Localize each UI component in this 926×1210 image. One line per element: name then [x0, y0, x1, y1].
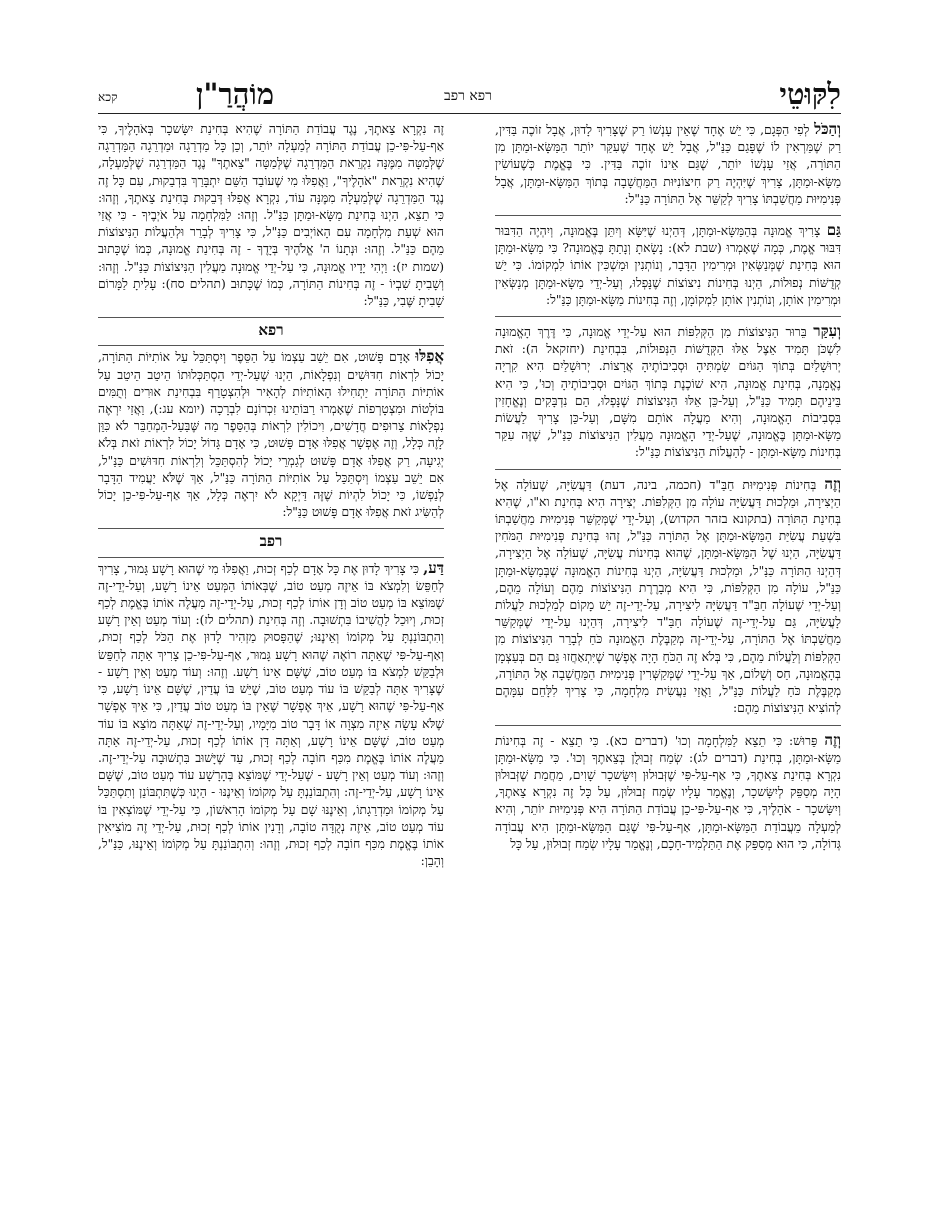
paragraph-lead-word: וְעִקַּר: [813, 322, 841, 341]
paragraph-lead-word: דַּע,: [423, 558, 444, 577]
paragraph-divider: [495, 316, 841, 317]
paragraph-text: בֵּרוּר הַנִּיצוֹצוֹת מִן הַקְּלִפּוֹת הוּא עַל-יְדֵי אֱמוּנָה, כִּי דֶּרֶךְ הָאֱמוּנָה לִשְׁכֹּן תָּמִיד אֵצֶל אֵלּוּ הַקְּדֻשּׁוֹת הַנְּפוּלוֹת, בִּבְחִינַת (יחזקאל ה): זֹאת יְרוּשָׁלַיִם בְּתוֹךְ הַגּוֹיִם שַׂמְתִּיהָ וּסְבִיבוֹתֶיהָ אֲרָצוֹת. יְרוּשָׁלַיִם הִיא קִרְיָה נֶאֱמָנָה, בְּחִינַת אֱמוּנָה, הִיא שׁוֹכֶנֶת בְּתוֹךְ הַגּוֹיִם וּסְבִיבוֹתֶיהָ וְכוּ', כִּי הִיא בֵּינֵיהֶם תָּמִיד כַּנַּ"ל, וְעַל-כֵּן אֵלּוּ הַנִּיצוֹצוֹת שֶׁנָּפְלוּ, הֵם נִדְבָּקִים וְנֶאֱחָזִין בִּסְבִיבוֹת הָאֱמוּנָה, וְהִיא מַעֲלָה אוֹתָם מִשָּׁם, וְעַל-כֵּן צָרִיךְ לַעֲשׂוֹת מַשָּׂא-וּמַתָּן בֶּאֱמוּנָה, שֶׁעַל-יְדֵי הָאֱמוּנָה מַעֲלִין הַנִּיצוֹצוֹת כַּנַּ"ל, שֶׁזֶּה עִקַּר בְּחִינוֹת מַשָּׂא-וּמַתָּן - לְהַעֲלוֹת הַנִּיצוֹצוֹת כַּנַּ"ל:: [495, 325, 841, 460]
right-column: [495, 121, 841, 1161]
paragraph: [495, 732, 841, 853]
paragraph-text: לְפִי הַפְּגָם, כִּי יֵשׁ אֶחָד שֶׁאֵין עָנְשׁוֹ רַק שֶׁצָּרִיךְ לָדוּן, אֲבָל זוֹכֶה בַּדִּין, רַק שֶׁמַּרְאִין לוֹ שֶׁפָּגַם כַּנַּ"ל, אֲבָל יֵשׁ אֶחָד שֶׁעִקַּר יוֹתֵר הַמַּשָּׂא-וּמַתָּן מִן הַתּוֹרָה, אֲזַי עָנְשׁוֹ יוֹתֵר, שֶׁגַּם אֵינוֹ זוֹכֶה בַּדִּין. כִּי בֶּאֱמֶת כְּשֶׁעוֹשִׂין מַשָּׂא-וּמַתָּן, צָרִיךְ שֶׁיִּהְיֶה רַק חִיצוֹנִיּוּת הַמַּחֲשָׁבָה בְּתוֹךְ הַמַּשָּׂא-וּמַתָּן, אֲבָל פְּנִימִיּוּת מַחֲשַׁבְתּוֹ צָרִיךְ לְקַשֵּׁר אֶל הַתּוֹרָה כַּנַּ"ל:: [495, 123, 841, 206]
paragraph-lead-word: אֲפִלּוּ: [415, 347, 444, 366]
section-divider: [98, 317, 444, 318]
paragraph-lead-word: וְהַכֹּל: [814, 121, 841, 138]
page-header: [98, 78, 841, 112]
running-head: רפא רפב: [443, 88, 493, 104]
paragraph-divider: [495, 215, 841, 216]
book-title-second-half: מוֹהֲרַ"ן: [196, 77, 275, 111]
paragraph: [495, 323, 841, 462]
section-heading-282: רפב: [259, 532, 283, 551]
paragraph-lead-word: וְזֶה: [824, 474, 841, 493]
section-divider: [98, 345, 444, 346]
paragraph-divider: [495, 469, 841, 470]
section-divider: [98, 528, 444, 529]
paragraph-lead-word: גַּם: [826, 221, 841, 240]
paragraph-text: כִּי צָרִיךְ לָדוּן אֶת כָּל אָדָם לְכַף זְכוּת, וַאֲפִלּוּ מִי שֶׁהוּא רָשָׁע גָּמוּר, צָרִיךְ לְחַפֵּשׂ וְלִמְצֹא בּוֹ אֵיזֶה מְעַט טוֹב, שֶׁבְּאוֹתוֹ הַמְּעַט אֵינוֹ רָשָׁע, וְעַל-יְדֵי-זֶה שֶׁמּוֹצֵא בּוֹ מְעַט טוֹב וְדָן אוֹתוֹ לְכַף זְכוּת, עַל-יְדֵי-זֶה מַעֲלֶה אוֹתוֹ בֶּאֱמֶת לְכַף זְכוּת, וְיוּכַל לַהֲשִׁיבוֹ בִּתְשׁוּבָה. וְזֶה בְּחִינַת (תהלים לז): וְעוֹד מְעַט וְאֵין רָשָׁע וְהִתְבּוֹנַנְתָּ עַל מְקוֹמוֹ וְאֵינֶנּוּ; שֶׁהַפָּסוּק מַזְהִיר לָדוּן אֶת הַכֹּל לְכַף זְכוּת, וְאַף-עַל-פִּי שֶׁאַתָּה רוֹאֶה שֶׁהוּא רָשָׁע גָּמוּר, אַף-עַל-פִּי-כֵן צָרִיךְ אַתָּה לְחַפֵּשׂ וּלְבַקֵּשׁ לִמְצֹא בּוֹ מְעַט טוֹב, שֶׁשָּׁם אֵינוֹ רָשָׁע. וְזֶהוּ: וְעוֹד מְעַט וְאֵין רָשָׁע - שֶׁצָּרִיךְ אַתָּה לְבַקֵּשׁ בּוֹ עוֹד מְעַט טוֹב, שֶׁיֵּשׁ בּוֹ עֲדַיִן, שֶׁשָּׁם אֵינוֹ רָשָׁע, כִּי אַף-עַל-פִּי שֶׁהוּא רָשָׁע, אֵיךְ אֶפְשָׁר שֶׁאֵין בּוֹ מְעַט טוֹב עֲדַיִן, כִּי אֵיךְ אֶפְשָׁר שֶׁלֹּא עָשָׂה אֵיזֶה מִצְוָה אוֹ דָּבָר טוֹב מִיָּמָיו, וְעַל-יְדֵי-זֶה שֶׁאַתָּה מוֹצֵא בּוֹ עוֹד מְעַט טוֹב, שֶׁשָּׁם אֵינוֹ רָשָׁע, וְאַתָּה דָּן אוֹתוֹ לְכַף זְכוּת, עַל-יְדֵי-זֶה אַתָּה מַעֲלֶה אוֹתוֹ בֶּאֱמֶת מִכַּף חוֹבָה לְכַף זְכוּת, עַד שֶׁיָּשׁוּב בִּתְשׁוּבָה עַל-יְדֵי-זֶה. וְזֶהוּ: וְעוֹד מְעַט וְאֵין רָשָׁע - שֶׁעַל-יְדֵי שֶׁמּוֹצֵא בְּהָרָשָׁע עוֹד מְעַט טוֹב, שֶׁשָּׁם אֵינוֹ רָשָׁע, עַל-יְדֵי-זֶה: וְהִתְבּוֹנַנְתָּ עַל מְקוֹמוֹ וְאֵינֶנּוּ - הַיְנוּ כְּשֶׁתִּתְבּוֹנֵן וְתִסְתַּכֵּל עַל מְקוֹמוֹ וּמַדְרֵגָתוֹ, וְאֵינֶנּוּ שָׁם עַל מְקוֹמוֹ הָרִאשׁוֹן, כִּי עַל-יְדֵי שֶׁמּוֹצְאִין בּוֹ עוֹד מְעַט טוֹב, אֵיזֶה נְקֻדָּה טוֹבָה, וְדָנִין אוֹתוֹ לְכַף זְכוּת, עַל-יְדֵי זֶה מוֹצִיאִין אוֹתוֹ בֶּאֱמֶת מִכַּף חוֹבָה לְכַף זְכוּת, וְזֶהוּ: וְהִתְבּוֹנַנְתָּ עַל מְקוֹמוֹ וְאֵינֶנּוּ, כַּנַּ"ל, וְהָבֵן:: [98, 561, 444, 869]
paragraph: [495, 222, 841, 309]
left-column: [98, 121, 444, 1161]
paragraph-text: צָרִיךְ אֱמוּנָה בְּהַמַּשָּׂא-וּמַתָּן, דְּהַיְנוּ שֶׁיִּשָּׂא וְיִתֵּן בֶּאֱמוּנָה, וְיִהְיֶה הַדִּבּוּר דִּבּוּר אֱמֶת, כְּמָה שֶׁאָמְרוּ (שבת לא): נָשָׂאתָ וְנָתַתָּ בֶּאֱמוּנָה? כִּי מַשָּׂא-וּמַתָּן הוּא בְּחִינַת שֶׁמְּנַשְּׂאִין וּמְרִימִין הַדָּבָר, וְנוֹתְנִין וּמַשְׁכִּין אוֹתוֹ לִמְקוֹמוֹ. כִּי יֵשׁ קְדֻשּׁוֹת נְפוּלוֹת, הַיְנוּ בְּחִינוֹת נִיצוֹצוֹת שֶׁנָּפְלוּ, וְעַל-יְדֵי מַשָּׂא-וּמַתָּן מְנַשְּׂאִין וּמְרִימִין אוֹתָן, וְנוֹתְנִין אוֹתָן לִמְקוֹמָן, וְזֶה בְּחִינוֹת מַשָּׂא-וּמַתָּן כַּנַּ"ל:: [495, 224, 841, 307]
paragraph: [495, 476, 841, 718]
paragraph: [98, 348, 444, 521]
paragraph-text: בְּחִינוֹת פְּנִימִיּוּת חַבַּ"ד (חכמה, בינה, דעת) דַּעֲשִׂיָּה, שֶׁעוֹלָה אֶל הַיְצִירָה, וּמַלְכוּת דַּעֲשִׂיָּה עוֹלָה מִן הַקְּלִפּוֹת. יְצִירָה הִיא בְּחִינַת וא"ו, שֶׁהִיא בְּחִינַת הַתּוֹרָה (בתקונא בזהר הקדוש), וְעַל-יְדֵי שֶׁמְּקַשֵּׁר פְּנִימִיּוּת מַחֲשַׁבְתּוֹ בִּשְׁעַת עֲשִׂיַּת הַמַּשָּׂא-וּמַתָּן אֶל הַתּוֹרָה כַּנַּ"ל, זֶהוּ בְּחִינַת פְּנִימִיּוּת הַמֹּחִין דַּעֲשִׂיָּה, הַיְנוּ שֶׁל הַמַּשָּׂא-וּמַתָּן, שֶׁהוּא בְּחִינוֹת עֲשִׂיָּה, שֶׁעוֹלָה אֶל הַיְצִירָה, דְּהַיְנוּ הַתּוֹרָה כַּנַּ"ל, וּמַלְכוּת דַּעֲשִׂיָּה, הַיְנוּ בְּחִינוֹת הָאֱמוּנָה שֶׁבְּמַשָּׂא-וּמַתָּן כַּנַּ"ל, עוֹלָה מִן הַקְּלִפּוֹת, כִּי הִיא מְבָרֶרֶת הַנִּיצוֹצוֹת מֵהֶם וְעוֹלָה מֵהֶם, וְעַל-יְדֵי שֶׁעוֹלָה חַבַּ"ד דַּעֲשִׂיָּה לִיצִירָה, עַל-יְדֵי-זֶה יֵשׁ מָקוֹם לְמַלְכוּת לַעֲלוֹת לָעֲשִׂיָּה, גַּם עַל-יְדֵי-זֶה שֶׁעוֹלָה חַבַּ"ד לִיצִירָה, דְּהַיְנוּ עַל-יְדֵי שֶׁמְּקַשֵּׁר מַחֲשַׁבְתּוֹ אֶל הַתּוֹרָה, עַל-יְדֵי-זֶה מְקַבֶּלֶת הָאֱמוּנָה כֹּחַ לְבָרֵר הַנִּיצוֹצוֹת מִן הַקְּלִפּוֹת וְלַעֲלוֹת מֵהֶם, כִּי בְּלֹא זֶה הַכֹּחַ הָיָה אֶפְשָׁר שֶׁיִּתְאַחֲזוּ גַּם הֵם בְּעַצְמָן בְּהָאֱמוּנָה, חַס וְשָׁלוֹם, אַךְ עַל-יְדֵי שֶׁמְּקַשְּׁרִין פְּנִימִיּוּת הַמַּחֲשָׁבָה אֶל הַתּוֹרָה, מְקַבֶּלֶת כֹּחַ לַעֲלוֹת כַּנַּ"ל, וַאֲזַי נַעֲשִׂית מִלְחָמָה, כִּי צָרִיךְ לִלָּחֵם עִמָּהֶם לְהוֹצִיא הַנִּיצוֹצוֹת מֵהֶם:: [495, 477, 841, 716]
section-heading-281: רפא: [258, 321, 284, 340]
book-title-first-half: לִקּוּטֵי: [779, 77, 841, 111]
paragraph-divider: [495, 725, 841, 726]
paragraph: [98, 560, 444, 871]
continued-paragraph: זֶה נִקְרָא צֵאתֶךָ, נֶגֶד עֲבוֹדַת הַתּוֹרָה שֶׁהִיא בְּחִינַת יִשָּׂשכָר בְּאֹהָלֶיךָ, כִּי אַף-עַל-פִּי-כֵן עֲבוֹדַת הַתּוֹרָה לְמַעְלָה יוֹתֵר, וְכֵן כָּל מַדְרֵגָה וּמַדְרֵגָה הַמַּדְרֵגָה שֶׁלְּמַטָּה מִמֶּנָּה נִקְרֵאת הַמַּדְרֵגָה שֶׁלְּמַטָּה "צֵאתֶךָ" נֶגֶד הַמַּדְרֵגָה שֶׁלְּמַעְלָה, שֶׁהִיא נִקְרֵאת "אֹהָלֶיךָ", וַאֲפִלּוּ מִי שֶׁעוֹבֵד הַשֵּׁם יִתְבָּרַךְ בִּדְבֵקוּת, עִם כָּל זֶה נֶגֶד הַמַּדְרֵגָה שֶׁלְּמַעְלָה מִמֶּנָּה עוֹד, נִקְרָא אֲפִלּוּ דְּבֵקוּת בְּחִינַת צֵאתֶךָ, וְזֶהוּ: כִּי תֵצֵא, הַיְנוּ בְּחִינַת מַשָּׂא-וּמַתָּן כַּנַּ"ל. וְזֶהוּ: לַמִּלְחָמָה עַל אֹיְבֶיךָ - כִּי אֲזַי הוּא שְׁעַת מִלְחָמָה עִם הָאוֹיְבִים כַּנַּ"ל, כִּי צָרִיךְ לְבָרֵר וּלְהַעֲלוֹת הַנִּיצוֹצוֹת מֵהֶם כַּנַּ"ל. וְזֶהוּ: וּנְתָנוֹ ה' אֱלֹהֶיךָ בְּיָדֶךָ - זֶה בְּחִינַת אֱמוּנָה, כְּמוֹ שֶׁכָּתוּב (שמות יז): וַיְהִי יָדָיו אֱמוּנָה, כִּי עַל-יְדֵי אֱמוּנָה מַעֲלִין הַנִּיצוֹצוֹת כַּנַּ"ל. וְזֶהוּ: וְשָׁבִיתָ שִׁבְיוֹ - זֶה בְּחִינוֹת הַתּוֹרָה, כְּמוֹ שֶׁכָּתוּב (תהלים סח): עָלִיתָ לַמָּרוֹם שָׁבִיתָ שֶּׁבִי, כַּנַּ"ל:: [98, 122, 444, 309]
paragraph: [495, 121, 841, 208]
page-number: קכא: [98, 90, 118, 104]
paragraph-text: פֵּרוּשׁ: כִּי תֵצֵא לַמִּלְחָמָה וְכוּ' (דברים כא). כִּי תֵצֵא - זֶה בְּחִינוֹת מַשָּׂא-וּמַתָּן, בְּחִינַת (דברים לג): שְׂמַח זְבוּלֻן בְּצֵאתֶךָ וְכוּ'. כִּי מַשָּׂא-וּמַתָּן נִקְרָא בְּחִינַת צֵאתֶךָ, כִּי אַף-עַל-פִּי שֶׁזְּבוּלוּן וְיִשָּׂשכָר שָׁוִים, מֵחֲמַת שֶׁזְּבוּלוּן הָיָה מְסַפֵּק לְיִשָּׂשכָר, וְנֶאֱמַר עָלָיו שְׂמַח זְבוּלוּן, עַל כָּל זֶה נִקְרָא צֵאתֶךָ, וְיִשָּׂשכָר - אֹהָלֶיךָ, כִּי אַף-עַל-פִּי-כֵן עֲבוֹדַת הַתּוֹרָה הִיא פְּנִימִיּוּת יוֹתֵר, וְהִיא לְמַעְלָה מֵעֲבוֹדַת הַמַּשָּׂא-וּמַתָּן, אַף-עַל-פִּי שֶׁגַּם הַמַּשָּׂא-וּמַתָּן הִיא עֲבוֹדָה גְּדוֹלָה, כִּי הוּא מְסַפֵּק אֶת הַתַּלְמִיד-חָכָם, וְנֶאֱמַר עָלָיו שְׂמַח זְבוּלוּן, עַל כָּל: [495, 733, 841, 851]
paragraph-lead-word: וְזֶה: [824, 730, 841, 749]
paragraph-text: אָדָם פָּשׁוּט, אִם יֵשֵׁב עַצְמוֹ עַל הַסֵּפֶר וְיִסְתַּכֵּל עַל אוֹתִיּוֹת הַתּוֹרָה, יָכוֹל לִרְאוֹת חִדּוּשִׁים וְנִפְלָאוֹת, הַיְנוּ שֶׁעַל-יְדֵי הַסְתַּכְּלוּתוֹ הֵיטֵב הֵיטֵב עַל אוֹתִיּוֹת הַתּוֹרָה יַתְחִילוּ הָאוֹתִיּוֹת לְהָאִיר וּלְהִצְטָרֵף בִּבְחִינַת אוּרִים וְתֻמִּים בּוֹלְטוֹת וּמִצְטָרְפוֹת שֶׁאָמְרוּ רַבּוֹתֵינוּ זִכְרוֹנָם לִבְרָכָה (יומא עג:), וַאֲזַי יִרְאֶה נִפְלָאוֹת צֵרוּפִים חֲדָשִׁים, וִיכוֹלִין לִרְאוֹת בְּהַסֵּפֶר מַה שֶּׁבַּעַל-הַמְחַבֵּר לֹא כִּוֵּן לָזֶה כְּלָל, וְזֶה אֶפְשָׁר אֲפִלּוּ אָדָם פָּשׁוּט, כִּי אָדָם גָּדוֹל יָכוֹל לִרְאוֹת זֹאת בְּלֹא יְגִיעָה, רַק אֲפִלּוּ אָדָם פָּשׁוּט לְגַמְרֵי יָכוֹל לְהִסְתַּכֵּל וְלִרְאוֹת חִדּוּשִׁים כַּנַּ"ל, אִם יֵשֵׁב עַצְמוֹ וְיִסְתַּכֵּל עַל אוֹתִיּוֹת הַתּוֹרָה כַּנַּ"ל, אַךְ שֶׁלֹּא יַעֲמִיד הַדָּבָר לְנַפְשׁוֹ, כִּי יָכוֹל לִהְיוֹת שֶׁזֶּה דַּיְקָא לֹא יִרְאֶה כְּלָל, אַךְ אַף-עַל-פִּי-כֵן יָכוֹל לְהַשִּׂיג זֹאת אֲפִלּוּ אָדָם פָּשׁוּט כַּנַּ"ל:: [98, 350, 444, 520]
header-rule: [98, 113, 841, 114]
section-divider: [98, 557, 444, 558]
